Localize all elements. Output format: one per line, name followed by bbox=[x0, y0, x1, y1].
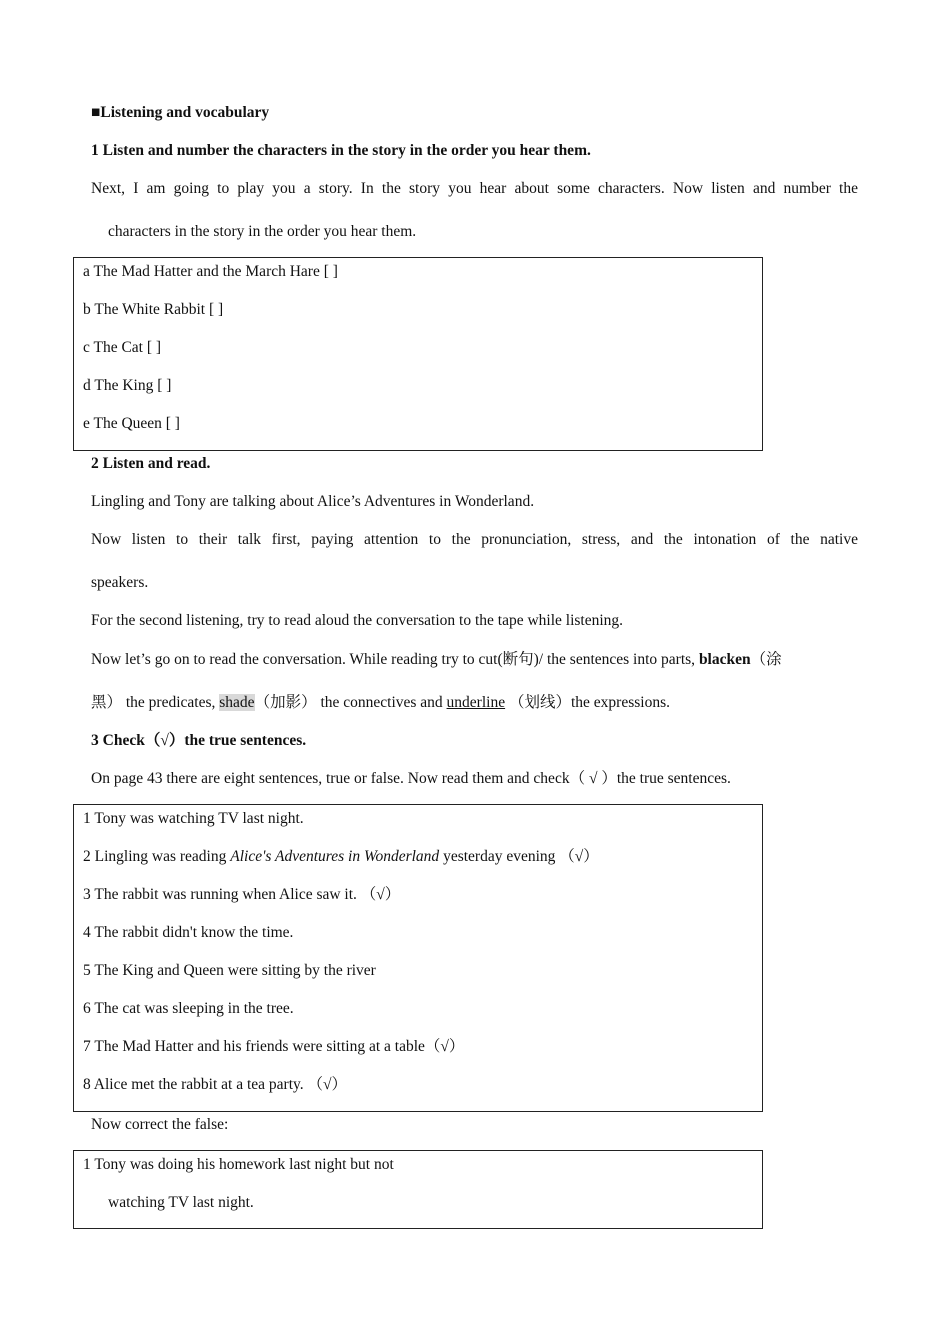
sentence-item: 3 The rabbit was running when Alice saw it. （√） bbox=[83, 886, 401, 903]
sentence-item: 1 Tony was watching TV last night. bbox=[83, 810, 304, 827]
sentence-item: 8 Alice met the rabbit at a tea party. （√） bbox=[83, 1076, 348, 1093]
list-item: d The King [ ] bbox=[83, 377, 172, 394]
sentence-item: 6 The cat was sleeping in the tree. bbox=[83, 1000, 294, 1017]
text-run: （划线）the expressions. bbox=[505, 694, 670, 711]
text-run: （涂 bbox=[750, 651, 782, 668]
task2-paragraph-1: Lingling and Tony are talking about Alice’s Adventures in Wonderland. bbox=[91, 493, 535, 510]
sentence-item: 4 The rabbit didn't know the time. bbox=[83, 924, 294, 941]
task2-title: 2 Listen and read. bbox=[91, 455, 211, 472]
text-run: Now let’s go on to read the conversation. While reading try to cut(断句)/ the sentences into parts, bbox=[91, 651, 699, 668]
list-item: c The Cat [ ] bbox=[83, 339, 162, 356]
sentence-item bbox=[83, 847, 599, 867]
list-item: b The White Rabbit [ ] bbox=[83, 301, 224, 318]
task3-title: 3 Check（√）the true sentences. bbox=[91, 732, 307, 749]
correct-label: Now correct the false: bbox=[91, 1116, 229, 1133]
task2-paragraph-2: Now listen to their talk first, paying attention to the pronunciation, stress, and the intonation of the native bbox=[91, 531, 858, 548]
characters-box bbox=[73, 257, 763, 451]
task1-title: 1 Listen and number the characters in the story in the order you hear them. bbox=[91, 142, 591, 159]
task1-instruction-line1: Next, I am going to play you a story. In the story you hear about some characters. Now listen and number the bbox=[91, 180, 858, 197]
sentences-box bbox=[73, 804, 763, 1112]
task1-instruction-line2: characters in the story in the order you hear them. bbox=[108, 223, 417, 240]
book-title: Alice's Adventures in Wonderland bbox=[230, 848, 440, 865]
list-item: a The Mad Hatter and the March Hare [ ] bbox=[83, 263, 338, 280]
task3-intro: On page 43 there are eight sentences, true or false. Now read them and check（ √ ）the true sentences. bbox=[91, 770, 731, 787]
section-heading: ■Listening and vocabulary bbox=[91, 104, 270, 121]
correction-box bbox=[73, 1150, 763, 1229]
correction-line: watching TV last night. bbox=[108, 1194, 254, 1211]
underline-word: underline bbox=[446, 694, 506, 711]
text-run: 2 Lingling was reading bbox=[83, 848, 231, 865]
task2-paragraph-4-cont bbox=[91, 693, 670, 713]
text-run: 黑） the predicates, bbox=[91, 694, 220, 711]
sentence-item: 7 The Mad Hatter and his friends were sitting at a table（√） bbox=[83, 1038, 465, 1055]
task2-paragraph-2-cont: speakers. bbox=[91, 574, 149, 591]
list-item: e The Queen [ ] bbox=[83, 415, 180, 432]
text-run: yesterday evening （√） bbox=[439, 848, 599, 865]
correction-line: 1 Tony was doing his homework last night but not bbox=[83, 1156, 394, 1173]
task2-paragraph-4 bbox=[91, 650, 782, 670]
task2-paragraph-3: For the second listening, try to read aloud the conversation to the tape while listening. bbox=[91, 612, 624, 629]
text-run: （加影） the connectives and bbox=[254, 694, 447, 711]
shade-word: shade bbox=[219, 694, 255, 711]
sentence-item: 5 The King and Queen were sitting by the river bbox=[83, 962, 376, 979]
blacken-word: blacken bbox=[698, 651, 751, 668]
